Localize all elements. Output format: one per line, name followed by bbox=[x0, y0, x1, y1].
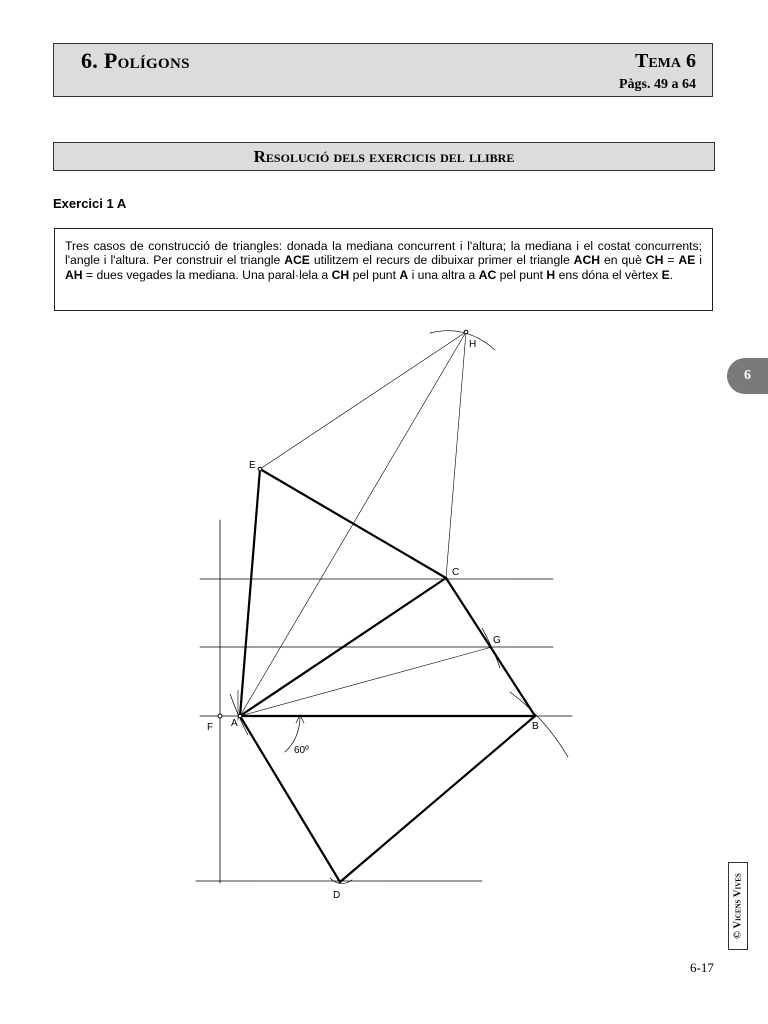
side-db bbox=[340, 716, 535, 882]
side-ae bbox=[240, 469, 260, 716]
statement-bold-h: H bbox=[546, 267, 556, 282]
segment-ag bbox=[240, 647, 492, 716]
statement-bold-ae: AE bbox=[678, 253, 696, 268]
statement-bold-ace: ACE bbox=[284, 253, 310, 268]
statement-bold-e: E bbox=[661, 267, 670, 282]
arc-b bbox=[510, 692, 568, 757]
statement-text: en què bbox=[600, 253, 646, 268]
statement-bold-ah: AH bbox=[65, 267, 83, 282]
pages-label: Pàgs. 49 a 64 bbox=[619, 77, 696, 92]
statement-text: = dues vegades la mediana. Una paral·lela a bbox=[82, 267, 332, 282]
statement-bold-ch: CH bbox=[645, 253, 664, 268]
statement-text: i una altra a bbox=[408, 267, 479, 282]
label-b: B bbox=[532, 721, 539, 732]
label-g: G bbox=[493, 635, 501, 646]
copyright-box bbox=[728, 862, 748, 950]
copyright-text: © Vicens Vives bbox=[732, 873, 744, 939]
exercise-heading: Exercici 1 A bbox=[53, 196, 127, 211]
label-f: F bbox=[207, 722, 214, 733]
label-d: D bbox=[333, 890, 341, 901]
statement-text: pel punt bbox=[496, 267, 547, 282]
chapter-title: 6. Polígons bbox=[81, 48, 190, 73]
point-a-marker bbox=[238, 714, 242, 718]
side-ec bbox=[260, 469, 446, 578]
segment-ch bbox=[446, 332, 466, 578]
statement-text: = bbox=[663, 253, 679, 268]
angle-label: 60º bbox=[294, 745, 309, 756]
page-number: 6-17 bbox=[690, 960, 714, 975]
statement-bold-a: A bbox=[399, 267, 409, 282]
label-c: C bbox=[452, 567, 460, 578]
point-f-marker bbox=[218, 714, 222, 718]
statement-text: Tres casos de construcció de triangles: donada la mediana concurrent i l'altura; la mediana i el costat concurrents; l'angle i l'altura. Per construir el triangle bbox=[65, 239, 702, 268]
theme-label: Tema 6 bbox=[634, 50, 696, 72]
label-e: E bbox=[249, 460, 256, 471]
statement-bold-ch: CH bbox=[331, 267, 350, 282]
arc-h bbox=[430, 331, 495, 350]
segment-eh bbox=[260, 332, 466, 469]
statement-text: ens dóna el vèrtex bbox=[555, 267, 662, 282]
side-ad bbox=[240, 716, 340, 882]
point-e-marker bbox=[258, 467, 262, 471]
statement-bold-ac: AC bbox=[478, 267, 497, 282]
statement-text: . bbox=[669, 267, 674, 282]
chapter-side-tab: 6 bbox=[727, 358, 768, 394]
label-a: A bbox=[231, 718, 238, 729]
statement-text: i bbox=[695, 253, 702, 268]
statement-text: pel punt bbox=[349, 267, 400, 282]
point-h-marker bbox=[464, 330, 468, 334]
section-title: Resolució dels exercicis del llibre bbox=[253, 147, 515, 166]
label-h: H bbox=[469, 339, 477, 350]
statement-bold-ach: ACH bbox=[573, 253, 601, 268]
statement-text: utilitzem el recurs de dibuixar primer el triangle bbox=[309, 253, 574, 268]
